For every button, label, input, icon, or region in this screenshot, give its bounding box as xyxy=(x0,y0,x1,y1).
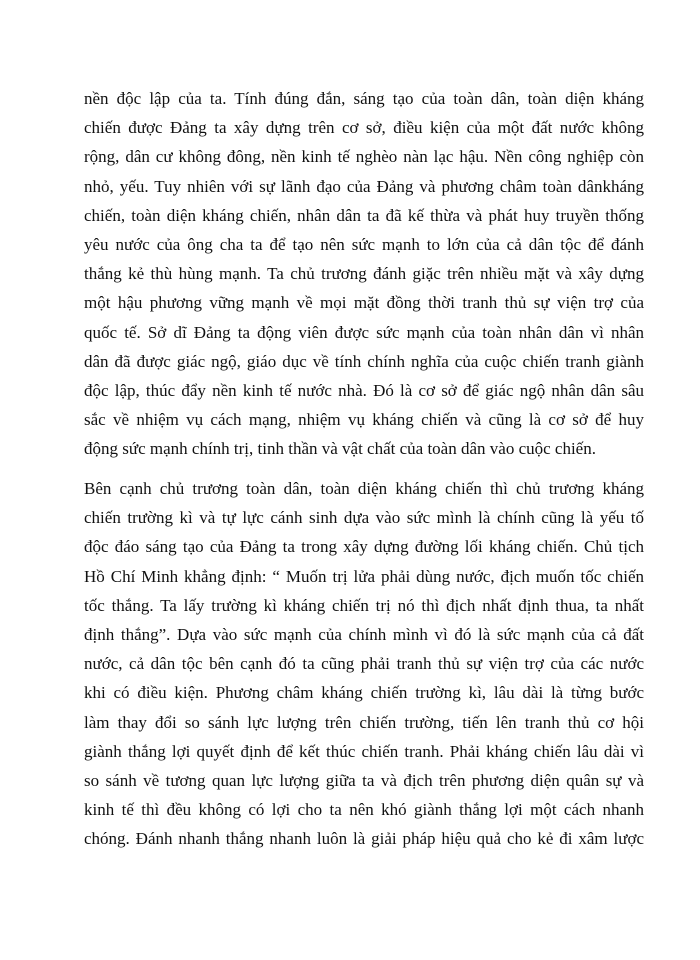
paragraph-2 xyxy=(84,474,644,853)
text-line: nước, cả dân tộc bên cạnh đó ta cũng phải tranh thủ sự viện trợ của các nước xyxy=(84,654,644,674)
text-line: Bên cạnh chủ trương toàn dân, toàn diện kháng chiến thì chủ trương kháng xyxy=(84,479,644,498)
text-line: dân đã được giác ngộ, giáo dục về tính chính nghĩa của cuộc chiến tranh giành xyxy=(84,351,644,371)
text-line: Hồ Chí Minh khẳng định: “ Muốn trị lửa phải dùng nước, địch muốn tốc chiến xyxy=(84,566,644,586)
text-line: nhỏ, yếu. Tuy nhiên với sự lãnh đạo của Đảng và phương châm toàn dânkháng xyxy=(84,176,644,196)
text-line: thắng kẻ thù hùng mạnh. Ta chủ trương đánh giặc trên nhiều mặt và xây dựng xyxy=(84,264,644,284)
text-line: chiến, toàn diện kháng chiến, nhân dân ta đã kế thừa và phát huy truyền thống xyxy=(84,205,644,225)
text-line: rộng, dân cư không đông, nền kinh tế nghèo nàn lạc hậu. Nền công nghiệp còn xyxy=(84,147,644,167)
text-line: khi có điều kiện. Phương châm kháng chiến trường kì, lâu dài là từng bước xyxy=(84,683,644,703)
text-line: yêu nước của ông cha ta để tạo nên sức mạnh to lớn của cả dân tộc để đánh xyxy=(84,234,644,254)
text-line: chiến trường kì và tự lực cánh sinh dựa vào sức mình là chính cũng là yếu tố xyxy=(84,508,644,528)
text-line: giành thắng lợi quyết định để kết thúc chiến tranh. Phải kháng chiến lâu dài vì xyxy=(84,741,644,761)
text-line: sắc về nhiệm vụ cách mạng, nhiệm vụ kháng chiến và cũng là cơ sở để huy xyxy=(84,410,644,430)
text-line: so sánh về tương quan lực lượng giữa ta và địch trên phương diện quân sự và xyxy=(84,770,644,790)
text-line: kinh tế thì đều không có lợi cho ta nên khó giành thắng lợi một cách nhanh xyxy=(84,800,644,820)
text-line: làm thay đổi so sánh lực lượng trên chiến trường, tiến lên tranh thủ cơ hội xyxy=(84,712,644,732)
text-line: chiến được Đảng ta xây dựng trên cơ sở, điều kiện của một đất nước không xyxy=(84,118,644,138)
paragraph-1 xyxy=(84,84,644,463)
text-line: định thắng”. Dựa vào sức mạnh của chính mình vì đó là sức mạnh của cả đất xyxy=(84,624,644,644)
text-line: chóng. Đánh nhanh thắng nhanh luôn là giải pháp hiệu quả cho kẻ đi xâm lược xyxy=(84,829,644,849)
text-line: độc đáo sáng tạo của Đảng ta trong xây dựng đường lối kháng chiến. Chủ tịch xyxy=(84,537,644,557)
text-line: độc lập, thúc đẩy nền kinh tế nước nhà. Đó là cơ sở để giác ngộ nhân dân sâu xyxy=(84,380,644,400)
text-line: một hậu phương vững mạnh về mọi mặt đồng thời tranh thủ sự viện trợ của xyxy=(84,293,644,313)
text-line: nền độc lập của ta. Tính đúng đắn, sáng tạo của toàn dân, toàn diện kháng xyxy=(84,89,644,108)
text-line: quốc tế. Sở dĩ Đảng ta động viên được sức mạnh của toàn nhân dân vì nhân xyxy=(84,322,644,342)
text-line: tốc thắng. Ta lấy trường kì kháng chiến trị nó thì địch nhất định thua, ta nhất xyxy=(84,595,644,615)
text-line: động sức mạnh chính trị, tinh thần và vật chất của toàn dân vào cuộc chiến. xyxy=(84,439,596,459)
